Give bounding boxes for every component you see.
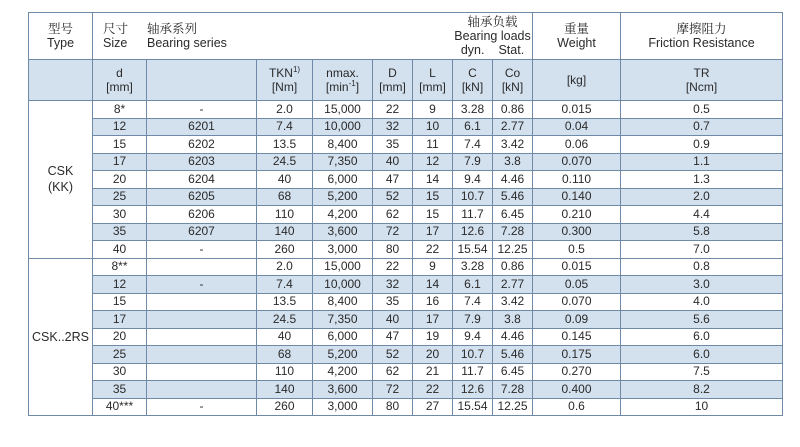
header-friction: 摩擦阻力 Friction Resistance <box>621 13 783 60</box>
cell-series <box>147 328 257 346</box>
cell-d: 40*** <box>93 398 147 416</box>
cell-d: 20 <box>93 328 147 346</box>
table-row <box>29 118 783 136</box>
cell-kg: 0.05 <box>533 276 621 294</box>
cell-L: 27 <box>413 398 453 416</box>
cell-D: 22 <box>373 101 413 119</box>
cell-series <box>147 346 257 364</box>
spec-table-container <box>28 12 782 416</box>
cell-L: 15 <box>413 206 453 224</box>
cell-tr: 6.0 <box>621 346 783 364</box>
cell-C: 11.7 <box>453 363 493 381</box>
cell-tr: 0.9 <box>621 136 783 154</box>
cell-C: 3.28 <box>453 258 493 276</box>
cell-series <box>147 258 257 276</box>
cell-tkn: 24.5 <box>257 311 313 329</box>
cell-D: 72 <box>373 223 413 241</box>
cell-L: 14 <box>413 171 453 189</box>
cell-tr: 2.0 <box>621 188 783 206</box>
cell-series: 6201 <box>147 118 257 136</box>
cell-tr: 3.0 <box>621 276 783 294</box>
cell-C: 7.9 <box>453 311 493 329</box>
cell-d: 15 <box>93 293 147 311</box>
cell-D: 62 <box>373 363 413 381</box>
cell-d: 35 <box>93 223 147 241</box>
unit-C: C [kN] <box>453 60 493 101</box>
header-spacer-3 <box>373 13 413 60</box>
header-weight: 重量 Weight <box>533 13 621 60</box>
cell-C: 11.7 <box>453 206 493 224</box>
cell-tr: 4.4 <box>621 206 783 224</box>
cell-Co: 7.28 <box>493 223 533 241</box>
cell-d: 25 <box>93 188 147 206</box>
cell-d: 17 <box>93 153 147 171</box>
cell-tkn: 140 <box>257 381 313 399</box>
cell-tr: 6.0 <box>621 328 783 346</box>
cell-series <box>147 311 257 329</box>
cell-tkn: 7.4 <box>257 276 313 294</box>
cell-Co: 4.46 <box>493 328 533 346</box>
table-row <box>29 171 783 189</box>
cell-kg: 0.270 <box>533 363 621 381</box>
cell-series: - <box>147 101 257 119</box>
cell-D: 80 <box>373 241 413 259</box>
cell-d: 15 <box>93 136 147 154</box>
cell-tr: 8.2 <box>621 381 783 399</box>
cell-tkn: 260 <box>257 241 313 259</box>
cell-tkn: 40 <box>257 171 313 189</box>
cell-nmax: 15,000 <box>313 101 373 119</box>
cell-tr: 5.6 <box>621 311 783 329</box>
cell-series: - <box>147 241 257 259</box>
cell-Co: 3.42 <box>493 293 533 311</box>
cell-kg: 0.04 <box>533 118 621 136</box>
cell-nmax: 6,000 <box>313 328 373 346</box>
cell-kg: 0.175 <box>533 346 621 364</box>
cell-Co: 12.25 <box>493 241 533 259</box>
cell-D: 47 <box>373 328 413 346</box>
cell-series <box>147 381 257 399</box>
cell-d: 40 <box>93 241 147 259</box>
table-row <box>29 206 783 224</box>
table-row <box>29 101 783 119</box>
cell-tr: 0.5 <box>621 101 783 119</box>
cell-L: 14 <box>413 276 453 294</box>
cell-kg: 0.6 <box>533 398 621 416</box>
header-row-titles <box>29 13 783 60</box>
cell-D: 52 <box>373 346 413 364</box>
table-row <box>29 153 783 171</box>
cell-kg: 0.015 <box>533 258 621 276</box>
cell-L: 20 <box>413 346 453 364</box>
cell-nmax: 7,350 <box>313 153 373 171</box>
unit-type-blank <box>29 60 93 101</box>
cell-tr: 5.8 <box>621 223 783 241</box>
cell-d: 12 <box>93 276 147 294</box>
cell-nmax: 3,600 <box>313 381 373 399</box>
cell-L: 15 <box>413 188 453 206</box>
cell-d: 35 <box>93 381 147 399</box>
table-row <box>29 136 783 154</box>
cell-tr: 0.7 <box>621 118 783 136</box>
cell-nmax: 5,200 <box>313 188 373 206</box>
unit-series-blank <box>147 60 257 101</box>
cell-d: 17 <box>93 311 147 329</box>
cell-nmax: 10,000 <box>313 118 373 136</box>
cell-D: 40 <box>373 311 413 329</box>
cell-tr: 7.0 <box>621 241 783 259</box>
table-row <box>29 188 783 206</box>
cell-L: 11 <box>413 136 453 154</box>
cell-Co: 2.77 <box>493 276 533 294</box>
cell-tkn: 110 <box>257 206 313 224</box>
table-row <box>29 328 783 346</box>
cell-D: 62 <box>373 206 413 224</box>
cell-kg: 0.070 <box>533 293 621 311</box>
header-bearing-loads: 轴承负载 Bearing loads dyn. Stat. <box>453 13 533 60</box>
cell-Co: 2.77 <box>493 118 533 136</box>
cell-D: 22 <box>373 258 413 276</box>
cell-tr: 4.0 <box>621 293 783 311</box>
table-row <box>29 258 783 276</box>
cell-C: 6.1 <box>453 276 493 294</box>
cell-tkn: 13.5 <box>257 136 313 154</box>
cell-series: 6206 <box>147 206 257 224</box>
cell-Co: 7.28 <box>493 381 533 399</box>
cell-tkn: 68 <box>257 188 313 206</box>
cell-kg: 0.145 <box>533 328 621 346</box>
header-type: 型号 Type <box>29 13 93 60</box>
cell-tr: 10 <box>621 398 783 416</box>
cell-kg: 0.015 <box>533 101 621 119</box>
cell-C: 10.7 <box>453 188 493 206</box>
cell-Co: 12.25 <box>493 398 533 416</box>
cell-D: 32 <box>373 118 413 136</box>
table-row <box>29 223 783 241</box>
cell-d: 12 <box>93 118 147 136</box>
cell-tkn: 40 <box>257 328 313 346</box>
cell-nmax: 3,600 <box>313 223 373 241</box>
table-row <box>29 363 783 381</box>
cell-kg: 0.5 <box>533 241 621 259</box>
cell-nmax: 8,400 <box>313 293 373 311</box>
cell-Co: 3.42 <box>493 136 533 154</box>
cell-L: 21 <box>413 363 453 381</box>
cell-Co: 0.86 <box>493 101 533 119</box>
cell-D: 72 <box>373 381 413 399</box>
cell-kg: 0.070 <box>533 153 621 171</box>
table-row <box>29 346 783 364</box>
table-row <box>29 293 783 311</box>
cell-C: 9.4 <box>453 171 493 189</box>
cell-C: 9.4 <box>453 328 493 346</box>
cell-nmax: 4,200 <box>313 363 373 381</box>
cell-tkn: 260 <box>257 398 313 416</box>
cell-nmax: 3,000 <box>313 398 373 416</box>
cell-C: 15.54 <box>453 398 493 416</box>
cell-C: 7.4 <box>453 293 493 311</box>
cell-nmax: 10,000 <box>313 276 373 294</box>
cell-tkn: 13.5 <box>257 293 313 311</box>
cell-series: - <box>147 398 257 416</box>
cell-nmax: 7,350 <box>313 311 373 329</box>
header-row-units <box>29 60 783 101</box>
unit-L: L [mm] <box>413 60 453 101</box>
cell-D: 80 <box>373 398 413 416</box>
cell-Co: 6.45 <box>493 206 533 224</box>
cell-Co: 4.46 <box>493 171 533 189</box>
cell-series: 6207 <box>147 223 257 241</box>
cell-C: 15.54 <box>453 241 493 259</box>
cell-d: 20 <box>93 171 147 189</box>
cell-nmax: 8,400 <box>313 136 373 154</box>
spec-table-body <box>29 101 783 416</box>
cell-C: 6.1 <box>453 118 493 136</box>
cell-D: 40 <box>373 153 413 171</box>
table-row <box>29 241 783 259</box>
cell-tkn: 68 <box>257 346 313 364</box>
cell-D: 35 <box>373 293 413 311</box>
cell-L: 19 <box>413 328 453 346</box>
cell-nmax: 3,000 <box>313 241 373 259</box>
header-spacer-4 <box>413 13 453 60</box>
unit-Co: Co [kN] <box>493 60 533 101</box>
cell-d: 25 <box>93 346 147 364</box>
cell-kg: 0.110 <box>533 171 621 189</box>
table-row <box>29 311 783 329</box>
cell-C: 10.7 <box>453 346 493 364</box>
unit-nmax: nmax. $[\min^{-1}]$ <box>313 60 373 101</box>
cell-D: 35 <box>373 136 413 154</box>
cell-L: 22 <box>413 381 453 399</box>
unit-D: D [mm] <box>373 60 413 101</box>
cell-kg: 0.09 <box>533 311 621 329</box>
cell-d: 8* <box>93 101 147 119</box>
cell-C: 3.28 <box>453 101 493 119</box>
cell-tr: 7.5 <box>621 363 783 381</box>
cell-C: 7.9 <box>453 153 493 171</box>
cell-nmax: 4,200 <box>313 206 373 224</box>
unit-d: d [mm] <box>93 60 147 101</box>
header-spacer-2 <box>313 13 373 60</box>
unit-tkn: TKN$^{1)}$ [Nm] <box>257 60 313 101</box>
cell-kg: 0.210 <box>533 206 621 224</box>
header-series: 轴承系列 Bearing series <box>147 13 257 60</box>
cell-tr: 1.3 <box>621 171 783 189</box>
cell-L: 17 <box>413 311 453 329</box>
cell-kg: 0.06 <box>533 136 621 154</box>
cell-L: 17 <box>413 223 453 241</box>
type-cell: CSK (KK) <box>29 101 93 259</box>
cell-L: 9 <box>413 101 453 119</box>
cell-tkn: 7.4 <box>257 118 313 136</box>
cell-d: 8** <box>93 258 147 276</box>
type-cell: CSK..2RS <box>29 258 93 416</box>
cell-tr: 0.8 <box>621 258 783 276</box>
cell-Co: 5.46 <box>493 346 533 364</box>
cell-D: 52 <box>373 188 413 206</box>
cell-tr: 1.1 <box>621 153 783 171</box>
cell-nmax: 6,000 <box>313 171 373 189</box>
cell-L: 10 <box>413 118 453 136</box>
cell-nmax: 5,200 <box>313 346 373 364</box>
cell-series: 6202 <box>147 136 257 154</box>
header-size: 尺寸 Size <box>93 13 147 60</box>
cell-series <box>147 293 257 311</box>
cell-d: 30 <box>93 363 147 381</box>
cell-tkn: 110 <box>257 363 313 381</box>
unit-TR: TR [Ncm] <box>621 60 783 101</box>
cell-kg: 0.140 <box>533 188 621 206</box>
cell-tkn: 24.5 <box>257 153 313 171</box>
cell-L: 16 <box>413 293 453 311</box>
cell-series <box>147 363 257 381</box>
cell-nmax: 15,000 <box>313 258 373 276</box>
bearing-spec-table <box>28 12 783 416</box>
cell-C: 12.6 <box>453 223 493 241</box>
header-spacer-1 <box>257 13 313 60</box>
cell-C: 12.6 <box>453 381 493 399</box>
cell-tkn: 140 <box>257 223 313 241</box>
cell-series: 6203 <box>147 153 257 171</box>
cell-C: 7.4 <box>453 136 493 154</box>
cell-D: 32 <box>373 276 413 294</box>
table-row <box>29 381 783 399</box>
cell-kg: 0.400 <box>533 381 621 399</box>
cell-series: - <box>147 276 257 294</box>
unit-kg: [kg] <box>533 60 621 101</box>
table-row <box>29 276 783 294</box>
cell-Co: 3.8 <box>493 153 533 171</box>
cell-tkn: 2.0 <box>257 258 313 276</box>
cell-kg: 0.300 <box>533 223 621 241</box>
cell-Co: 0.86 <box>493 258 533 276</box>
cell-Co: 3.8 <box>493 311 533 329</box>
cell-Co: 6.45 <box>493 363 533 381</box>
cell-Co: 5.46 <box>493 188 533 206</box>
cell-L: 22 <box>413 241 453 259</box>
cell-tkn: 2.0 <box>257 101 313 119</box>
cell-series: 6204 <box>147 171 257 189</box>
cell-series: 6205 <box>147 188 257 206</box>
cell-d: 30 <box>93 206 147 224</box>
cell-L: 9 <box>413 258 453 276</box>
table-row <box>29 398 783 416</box>
cell-D: 47 <box>373 171 413 189</box>
cell-L: 12 <box>413 153 453 171</box>
